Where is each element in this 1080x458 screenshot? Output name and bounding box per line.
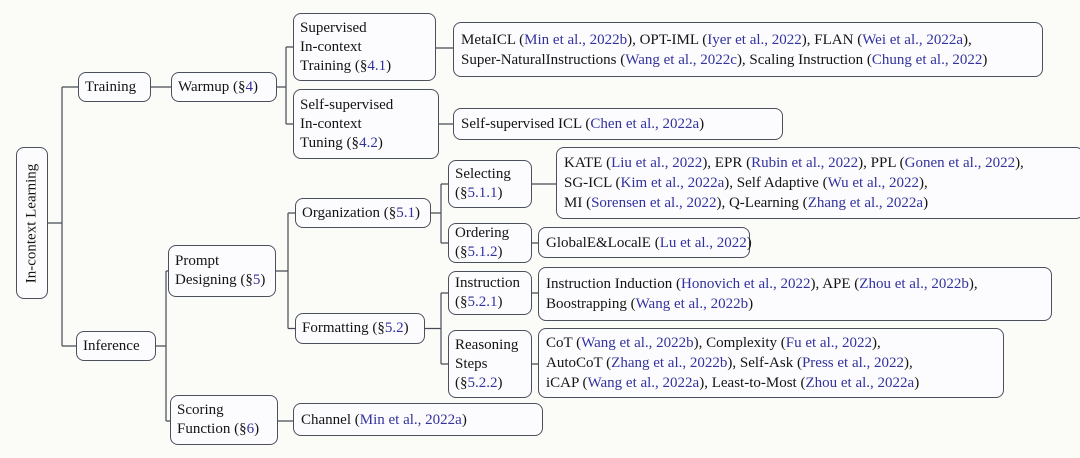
label-text: ) [497, 374, 503, 391]
label-text: Training (§ [300, 57, 368, 74]
section-ref[interactable]: 5.2 [384, 320, 404, 336]
label-text: ) [377, 134, 383, 151]
section-ref[interactable]: 4.1 [367, 57, 387, 74]
root-label: In-context Learning [23, 163, 40, 283]
node-training [78, 72, 151, 102]
node-label [300, 96, 393, 153]
citation-link[interactable]: Lu et al., 2022 [659, 234, 747, 251]
citation-link[interactable]: Press et al., 2022 [801, 355, 905, 371]
label-text: ) [497, 185, 503, 201]
label-text: ) [403, 320, 409, 336]
leaf-self-supervised-papers [453, 108, 783, 140]
citation-link[interactable]: Wang et al., 2022b [635, 296, 749, 312]
leaf-channel-paper [293, 403, 543, 436]
label-text: Inference [83, 337, 140, 354]
label-text: In-context [300, 38, 362, 55]
label-text: SG-ICL ( [564, 175, 621, 191]
label-text: (§ [455, 185, 468, 201]
label-text: ), [1015, 155, 1024, 171]
label-text: Super-NaturalInstructions ( [461, 51, 626, 68]
citation-link[interactable]: Iyer et al., 2022 [707, 31, 802, 48]
node-instruction [448, 271, 532, 315]
label-text: Selecting [455, 166, 511, 182]
section-ref[interactable]: 6 [246, 421, 255, 437]
node-label [455, 165, 511, 203]
label-text: KATE ( [564, 155, 612, 171]
leaf-label [461, 30, 987, 70]
citation-link[interactable]: Wang et al., 2022a [587, 375, 700, 391]
label-text: ), [872, 335, 881, 351]
section-ref[interactable]: 4.2 [359, 134, 378, 151]
node-label [455, 224, 509, 262]
label-text: Ordering [455, 225, 510, 241]
label-text: ), Self-Ask ( [727, 355, 802, 371]
label-text: ), APE ( [810, 276, 860, 292]
section-ref[interactable]: 5.1 [396, 204, 416, 221]
node-warmup [171, 72, 277, 102]
label-text: ) [746, 234, 752, 251]
label-text: ), Scaling Instruction ( [736, 51, 872, 68]
node-root [16, 147, 48, 299]
node-inference [76, 331, 156, 361]
label-text: Organization (§ [302, 204, 397, 221]
label-text: Designing (§ [175, 272, 253, 288]
section-ref[interactable]: 5 [252, 272, 261, 288]
label-text: Self-supervised [300, 96, 394, 113]
label-text: CoT ( [546, 335, 582, 351]
label-text: Warmup (§ [178, 78, 246, 95]
node-scoring-function [170, 395, 278, 445]
label-text: Formatting (§ [302, 320, 385, 336]
citation-link[interactable]: Zhou et al., 2022a [805, 375, 915, 391]
label-text: Function (§ [177, 421, 247, 437]
label-text: (§ [455, 244, 468, 260]
node-label [300, 19, 391, 76]
leaf-label [546, 333, 919, 393]
label-text: Boostrapping ( [546, 296, 636, 312]
section-ref[interactable]: 5.2.2 [467, 374, 498, 391]
label-text: ), OPT-IML ( [627, 31, 708, 48]
label-text: ), Least-to-Most ( [699, 375, 806, 391]
label-text: ) [260, 272, 266, 288]
citation-link[interactable]: Zhang et al., 2022a [807, 195, 924, 211]
label-text: ) [386, 57, 392, 74]
label-text: (§ [455, 374, 468, 391]
label-text: ) [982, 51, 988, 68]
citation-link[interactable]: Chung et al., 2022 [871, 51, 983, 68]
label-text: ) [923, 195, 929, 211]
label-text: Steps [455, 355, 488, 372]
label-text: ) [497, 244, 503, 260]
label-text: Reasoning [455, 336, 519, 353]
label-text: AutoCoT ( [546, 355, 612, 371]
section-ref[interactable]: 5.1.2 [467, 244, 498, 260]
label-text: ), PPL ( [858, 155, 905, 171]
leaf-supervised-papers [453, 22, 1043, 77]
section-ref[interactable]: 4 [245, 78, 254, 95]
citation-link[interactable]: Zhou et al., 2022b [859, 276, 969, 292]
label-text: ) [699, 116, 705, 132]
citation-link[interactable]: Sorensen et al., 2022 [591, 195, 717, 211]
citation-link[interactable]: Fu et al., 2022 [785, 335, 872, 351]
node-label [455, 274, 520, 312]
label-text: Prompt [175, 253, 220, 269]
citation-link[interactable]: Rubin et al., 2022 [751, 155, 859, 171]
citation-link[interactable]: Min et al., 2022a [359, 411, 462, 428]
node-selecting [448, 160, 532, 208]
citation-link[interactable]: Kim et al., 2022a [620, 175, 725, 191]
leaf-label [461, 114, 704, 134]
node-ordering [448, 223, 532, 263]
label-text: Training [85, 78, 137, 95]
node-label [178, 78, 258, 97]
label-text: ), [904, 355, 913, 371]
label-text: Scoring [177, 402, 224, 418]
label-text: ) [415, 204, 421, 221]
leaf-reasoning-papers [538, 328, 1004, 398]
label-text: GlobalE&LocalE ( [546, 234, 660, 251]
label-text: ), Self Adaptive ( [724, 175, 828, 191]
leaf-ordering-papers [538, 227, 750, 258]
label-text: In-context [300, 115, 362, 132]
node-label [455, 336, 518, 393]
label-text: ), FLAN ( [801, 31, 863, 48]
label-text: ) [748, 296, 754, 312]
leaf-label [546, 233, 752, 253]
citation-link[interactable]: Wang et al., 2022c [625, 51, 737, 68]
label-text: iCAP ( [546, 375, 588, 391]
leaf-label [301, 410, 467, 430]
node-prompt-designing [168, 245, 276, 297]
label-text: Supervised [300, 19, 367, 36]
leaf-label [546, 274, 978, 314]
label-text: ), Q-Learning ( [716, 195, 808, 211]
leaf-selecting-papers [556, 147, 1080, 219]
label-text: ) [253, 78, 259, 95]
node-supervised-training [293, 13, 436, 81]
label-text: Channel ( [301, 411, 360, 428]
citation-link[interactable]: Min et al., 2022b [524, 31, 628, 48]
label-text: Instruction Induction ( [546, 276, 681, 292]
node-organization [295, 198, 431, 228]
label-text: (§ [455, 294, 468, 310]
label-text: ) [914, 375, 920, 391]
label-text: Instruction [455, 275, 520, 291]
label-text: ), Complexity ( [693, 335, 786, 351]
citation-link[interactable]: Wang et al., 2022b [581, 335, 694, 351]
label-text: ) [497, 294, 503, 310]
label-text: ) [254, 421, 260, 437]
section-ref[interactable]: 5.1.1 [467, 185, 498, 201]
citation-link[interactable]: Honovich et al., 2022 [680, 276, 811, 292]
node-reasoning-steps [448, 330, 532, 398]
label-text: ), [919, 175, 928, 191]
citation-link[interactable]: Wei et al., 2022a [862, 31, 964, 48]
label-text: MetaICL ( [461, 31, 525, 48]
node-label [302, 319, 409, 338]
citation-link[interactable]: Liu et al., 2022 [611, 155, 703, 171]
citation-link[interactable]: Zhang et al., 2022b [611, 355, 728, 371]
label-text: Tuning (§ [300, 134, 360, 151]
label-text: ), EPR ( [702, 155, 752, 171]
citation-link[interactable]: Wu et al., 2022 [827, 175, 920, 191]
node-formatting [295, 313, 425, 344]
label-text: ) [461, 411, 467, 428]
label-text: Self-supervised ICL ( [461, 116, 591, 132]
citation-link[interactable]: Gonen et al., 2022 [904, 155, 1016, 171]
node-label [302, 204, 420, 223]
leaf-instruction-papers [538, 267, 1052, 321]
node-label [175, 252, 265, 290]
section-ref[interactable]: 5.2.1 [467, 294, 498, 310]
node-self-supervised-tuning [293, 89, 439, 159]
node-label [177, 401, 259, 439]
citation-link[interactable]: Chen et al., 2022a [590, 116, 700, 132]
leaf-label [564, 153, 1024, 213]
label-text: ), [963, 31, 972, 48]
label-text: MI ( [564, 195, 592, 211]
label-text: ), [968, 276, 978, 292]
